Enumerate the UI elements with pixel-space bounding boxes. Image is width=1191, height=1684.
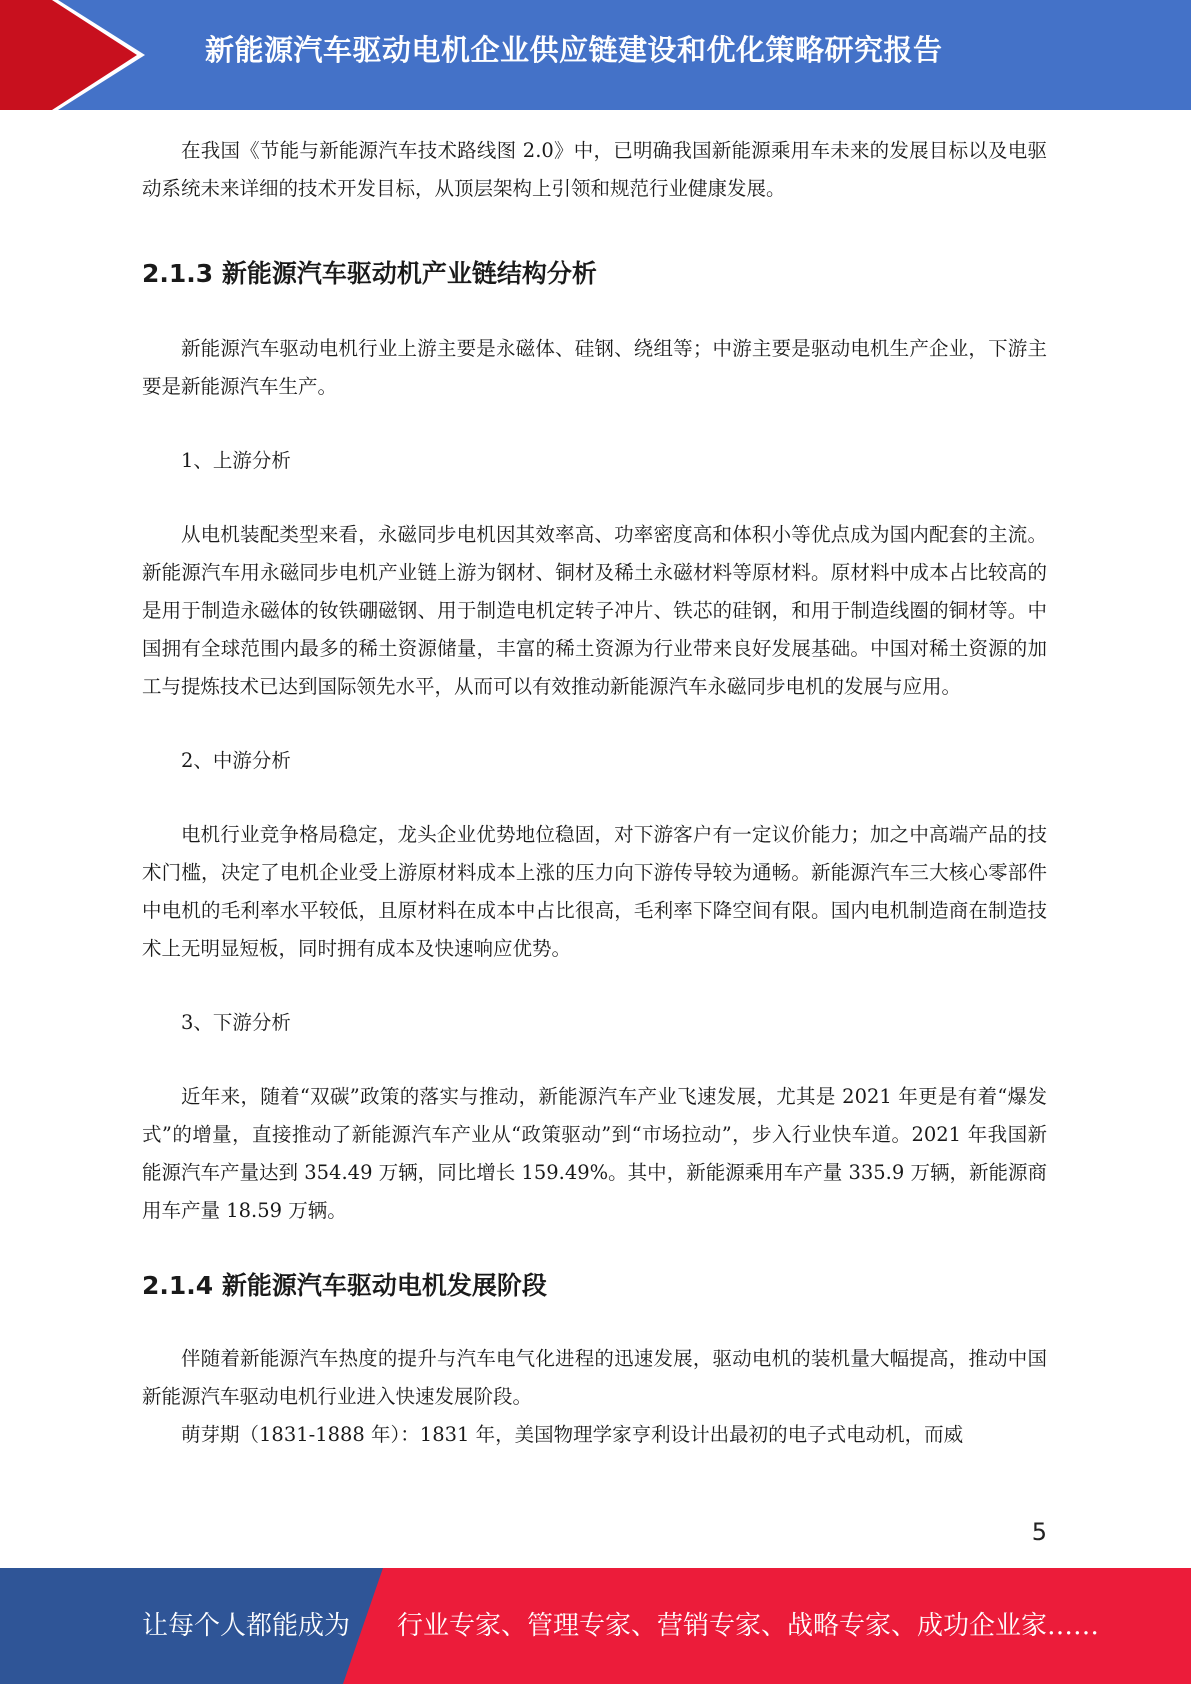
industry-chain-overview: 新能源汽车驱动电机行业上游主要是永磁体、硅钢、绕组等；中游主要是驱动电机生产企业，下游主要是新能源汽车生产。 <box>142 337 1047 398</box>
page-number: 5 <box>1031 1518 1047 1546</box>
upstream-paragraph: 从电机装配类型来看，永磁同步电机因其效率高、功率密度高和体积小等优点成为国内配套的主流。新能源汽车用永磁同步电机产业链上游为钢材、铜材及稀土永磁材料等原材料。原材料中成本占比较高的是用于制造永磁体的钕铁硼磁钢、用于制造电机定转子冲片、铁芯的硅钢，和用于制造线圈的铜材等。中国拥有全球范围内最多的稀土资源储量，丰富的稀土资源为行业带来良好发展基础。中国对稀土资源的加工与提炼技术已达到国际领先水平，从而可以有效推动新能源汽车永磁同步电机的发展与应用。 <box>142 523 1047 698</box>
header-arrow-decoration <box>0 0 160 110</box>
report-title: 新能源汽车驱动电机企业供应链建设和优化策略研究报告 <box>205 33 943 67</box>
downstream-paragraph: 近年来，随着“双碳”政策的落实与推动，新能源汽车产业飞速发展，尤其是 2021 年更是有着“爆发式”的增量，直接推动了新能源汽车产业从“政策驱动”到“市场拉动”，步入行业快车道。2021 年我国新能源汽车产量达到 354.49 万辆，同比增长 159.49%。其中，新能源乘用车产量 335.9 万辆，新能源商用车产量 18.59 万辆。 <box>142 1085 1047 1222</box>
page-content <box>142 132 1047 1454</box>
section-heading-2-1-3: 2.1.3 新能源汽车驱动机产业链结构分析 <box>142 259 597 288</box>
section-heading-2-1-4: 2.1.4 新能源汽车驱动电机发展阶段 <box>142 1271 547 1300</box>
intro-paragraph: 在我国《节能与新能源汽车技术路线图 2.0》中，已明确我国新能源乘用车未来的发展目标以及电驱动系统未来详细的技术开发目标，从顶层架构上引领和规范行业健康发展。 <box>142 139 1047 200</box>
footer-band <box>0 1568 1191 1684</box>
header-band <box>0 0 1191 110</box>
midstream-title: 2、中游分析 <box>181 749 291 772</box>
midstream-paragraph: 电机行业竞争格局稳定，龙头企业优势地位稳固，对下游客户有一定议价能力；加之中高端产品的技术门槛，决定了电机企业受上游原材料成本上涨的压力向下游传导较为通畅。新能源汽车三大核心零部件中电机的毛利率水平较低，且原材料在成本中占比很高，毛利率下降空间有限。国内电机制造商在制造技术上无明显短板，同时拥有成本及快速响应优势。 <box>142 823 1047 960</box>
footer-slogan-right: 行业专家、管理专家、营销专家、战略专家、成功企业家…… <box>397 1611 1100 1641</box>
downstream-title: 3、下游分析 <box>181 1011 291 1034</box>
development-paragraph-1: 伴随着新能源汽车热度的提升与汽车电气化进程的迅速发展，驱动电机的装机量大幅提高，推动中国新能源汽车驱动电机行业进入快速发展阶段。 <box>142 1347 1047 1408</box>
footer-slogan-left: 让每个人都能成为 <box>142 1611 351 1641</box>
development-paragraph-2: 萌芽期（1831-1888 年）：1831 年，美国物理学家亨利设计出最初的电子式电动机，而威 <box>181 1423 964 1446</box>
upstream-title: 1、上游分析 <box>181 449 291 472</box>
